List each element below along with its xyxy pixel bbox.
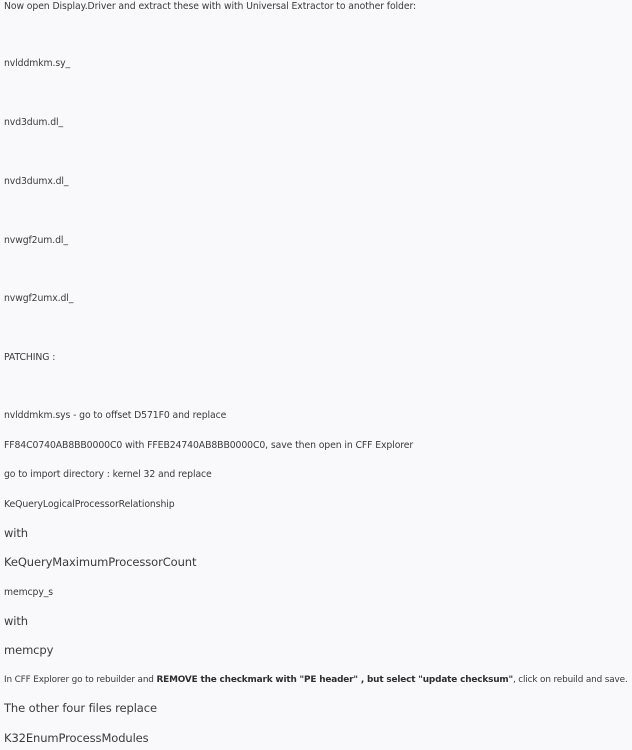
- patching-heading: PATCHING :: [4, 352, 56, 363]
- file-name-3: nvd3dumx.dl_: [4, 176, 69, 187]
- other-files-text: The other four files replace: [4, 701, 157, 715]
- step-import-text: go to import directory : kernel 32 and replace: [4, 469, 212, 480]
- file-name-5: nvwgf2umx.dl_: [4, 293, 74, 304]
- rebuild-text-pre: In CFF Explorer go to rebuilder and: [4, 675, 157, 685]
- replace-from-2: memcpy_s: [4, 587, 54, 598]
- replace-from-1: KeQueryLogicalProcessorRelationship: [4, 499, 175, 510]
- intro-text: Now open Display.Driver and extract these with with Universal Extractor to another folder:: [4, 1, 417, 12]
- replace-to-1: KeQueryMaximumProcessorCount: [4, 555, 197, 569]
- file-name-4: nvwgf2um.dl_: [4, 235, 68, 246]
- with-text-1: with: [4, 526, 28, 540]
- with-text-2: with: [4, 614, 28, 628]
- step-hex-text: FF84C0740AB8BB0000C0 with FFEB24740AB8BB0000C0, save then open in CFF Explorer: [4, 440, 414, 451]
- rebuild-instruction: [4, 676, 628, 685]
- file-name-2: nvd3dum.dl_: [4, 117, 64, 128]
- last-function-name: K32EnumProcessModules: [4, 731, 149, 745]
- rebuild-text-bold: REMOVE the checkmark with "PE header" , but select "update checksum": [156, 675, 513, 685]
- replace-to-2: memcpy: [4, 643, 54, 657]
- file-name-1: nvlddmkm.sy_: [4, 58, 71, 69]
- step-offset-text: nvlddmkm.sys - go to offset D571F0 and replace: [4, 410, 227, 421]
- rebuild-text-post: , click on rebuild and save.: [512, 675, 628, 685]
